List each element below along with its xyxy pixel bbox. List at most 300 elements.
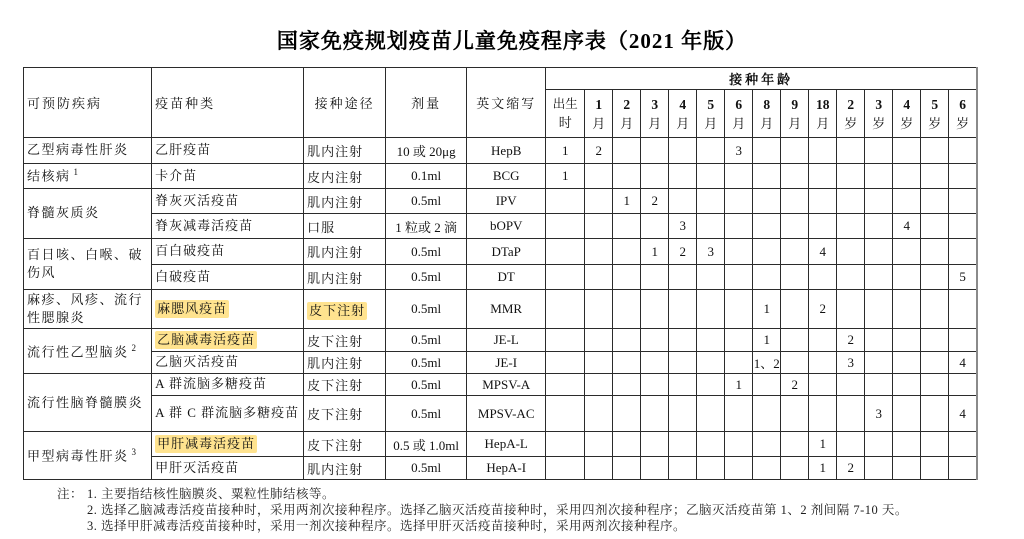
dose-cell: 0.5ml [386, 189, 467, 214]
dose-number-cell [893, 138, 921, 164]
dose-number-cell [585, 265, 613, 290]
dose-number-cell [781, 265, 809, 290]
dose-cell: 0.1ml [386, 164, 467, 189]
dose-number-cell: 1、2 [753, 352, 781, 374]
dose-number-cell: 2 [837, 457, 865, 480]
dose-number-cell [837, 239, 865, 265]
dose-cell: 0.5ml [386, 290, 467, 329]
abbreviation-cell: JE-L [467, 329, 546, 352]
age-unit: 月 [592, 115, 606, 131]
dose-number-cell [613, 290, 641, 329]
dose-number-cell [865, 265, 893, 290]
table-header [24, 68, 978, 138]
vaccine-cell [152, 214, 304, 239]
age-unit: 月 [732, 115, 746, 131]
age-column-header [865, 90, 893, 138]
route-name: 口服 [307, 219, 336, 235]
age-value: 5 [931, 96, 939, 112]
dose-number-cell [613, 457, 641, 480]
dose-number-cell [725, 352, 753, 374]
dose-number-cell [949, 189, 977, 214]
dose-number-cell [613, 374, 641, 396]
abbreviation-cell: HepA-L [467, 432, 546, 457]
footnote-line [57, 486, 1024, 502]
dose-number-cell [893, 396, 921, 432]
dose-number-cell [725, 164, 753, 189]
dose-number-cell [921, 374, 949, 396]
dose-number-cell [865, 329, 893, 352]
age-group-header: 接种年龄 [546, 68, 977, 90]
dose-number-cell [753, 138, 781, 164]
abbreviation-cell: JE-I [467, 352, 546, 374]
dose-number-cell [753, 214, 781, 239]
dose-number-cell [585, 396, 613, 432]
dose-number-cell [921, 290, 949, 329]
age-value: 3 [651, 96, 659, 112]
dose-number-cell [613, 164, 641, 189]
dose-number-cell [613, 432, 641, 457]
dose-number-cell [865, 374, 893, 396]
vaccine-row [24, 265, 978, 290]
vaccine-row [24, 432, 978, 457]
dose-number-cell [697, 432, 725, 457]
vaccine-cell [152, 265, 304, 290]
dose-number-cell [893, 374, 921, 396]
abbreviation-cell: MPSV-A [467, 374, 546, 396]
dose-number-cell [585, 374, 613, 396]
disease-name: 麻疹、风疹、流行性腮腺炎 [27, 292, 144, 326]
dose-number-cell [949, 239, 977, 265]
age-unit: 时 [558, 115, 572, 131]
age-unit: 月 [704, 115, 718, 131]
dose-number-cell [585, 329, 613, 352]
route-cell [304, 265, 386, 290]
route-cell [304, 290, 386, 329]
vaccine-cell [152, 164, 304, 189]
dose-number-cell [725, 214, 753, 239]
column-header-1: 疫苗种类 [152, 68, 304, 138]
disease-name: 脊髓灰质炎 [27, 205, 100, 221]
dose-number-cell [585, 214, 613, 239]
age-column-header [837, 90, 865, 138]
age-value: 6 [735, 96, 743, 112]
dose-number-cell: 2 [585, 138, 613, 164]
route-name: 皮下注射 [307, 437, 364, 453]
route-cell [304, 214, 386, 239]
dose-number-cell [753, 164, 781, 189]
dose-number-cell [949, 457, 977, 480]
dose-number-cell: 3 [725, 138, 753, 164]
disease-name: 流行性脑脊髓膜炎 [27, 394, 144, 410]
dose-number-cell [781, 239, 809, 265]
dose-number-cell [669, 189, 697, 214]
vaccine-cell [152, 374, 304, 396]
disease-cell [24, 138, 152, 164]
footnote-line [57, 518, 1024, 534]
dose-number-cell [921, 352, 949, 374]
dose-number-cell: 3 [669, 214, 697, 239]
dose-number-cell [613, 239, 641, 265]
dose-number-cell [865, 164, 893, 189]
route-cell [304, 352, 386, 374]
dose-number-cell [809, 396, 837, 432]
dose-number-cell [546, 329, 585, 352]
disease-name: 甲型病毒性肝炎 [27, 448, 129, 464]
footnote-indent [57, 502, 87, 518]
route-cell [304, 432, 386, 457]
dose-number-cell [781, 457, 809, 480]
abbreviation-cell: MPSV-AC [467, 396, 546, 432]
dose-number-cell [585, 457, 613, 480]
age-value: 2 [847, 96, 855, 112]
dose-number-cell [921, 239, 949, 265]
abbreviation-cell: bOPV [467, 214, 546, 239]
column-header-3: 剂量 [386, 68, 467, 138]
dose-number-cell [921, 265, 949, 290]
dose-number-cell [893, 432, 921, 457]
vaccine-name: 乙肝疫苗 [155, 142, 212, 158]
dose-number-cell [949, 374, 977, 396]
vaccine-name: 脊灰灭活疫苗 [155, 192, 240, 208]
dose-number-cell: 2 [781, 374, 809, 396]
dose-number-cell [753, 374, 781, 396]
dose-number-cell [781, 138, 809, 164]
disease-cell [24, 329, 152, 374]
age-column-header [546, 90, 585, 138]
age-column-header [781, 90, 809, 138]
age-value: 4 [903, 96, 911, 112]
dose-number-cell [697, 290, 725, 329]
dose-number-cell [585, 352, 613, 374]
route-name: 肌内注射 [307, 194, 364, 210]
vaccine-row [24, 374, 978, 396]
dose-number-cell [781, 352, 809, 374]
age-unit: 月 [788, 115, 802, 131]
dose-number-cell: 4 [949, 396, 977, 432]
dose-number-cell [865, 138, 893, 164]
age-unit: 岁 [928, 115, 942, 131]
dose-number-cell [585, 432, 613, 457]
dose-number-cell [669, 457, 697, 480]
dose-number-cell [641, 457, 669, 480]
dose-number-cell [697, 189, 725, 214]
dose-number-cell [546, 374, 585, 396]
dose-number-cell [546, 265, 585, 290]
dose-number-cell [809, 329, 837, 352]
dose-number-cell [753, 265, 781, 290]
vaccine-cell [152, 290, 304, 329]
vaccine-name: A 群 C 群流脑多糖疫苗 [155, 405, 300, 421]
dose-number-cell [949, 214, 977, 239]
abbreviation-cell: IPV [467, 189, 546, 214]
dose-number-cell [641, 432, 669, 457]
route-cell [304, 329, 386, 352]
dose-number-cell [781, 396, 809, 432]
dose-cell: 0.5ml [386, 265, 467, 290]
dose-number-cell [949, 164, 977, 189]
route-name: 皮内注射 [307, 169, 364, 185]
dose-number-cell [809, 265, 837, 290]
dose-number-cell [753, 189, 781, 214]
dose-number-cell: 1 [725, 374, 753, 396]
age-value: 3 [875, 96, 883, 112]
footnote-prefix: 注： [57, 487, 84, 502]
route-cell [304, 239, 386, 265]
dose-number-cell [697, 352, 725, 374]
age-column-header [697, 90, 725, 138]
dose-number-cell [546, 432, 585, 457]
route-cell [304, 396, 386, 432]
disease-cell [24, 239, 152, 290]
disease-name: 百日咳、白喉、破伤风 [27, 246, 144, 280]
route-name: 皮下注射 [309, 302, 366, 318]
dose-number-cell [949, 138, 977, 164]
age-unit: 月 [676, 115, 690, 131]
age-value: 5 [707, 96, 715, 112]
dose-number-cell [781, 214, 809, 239]
vaccine-cell [152, 138, 304, 164]
vaccine-cell [152, 457, 304, 480]
dose-number-cell [697, 374, 725, 396]
disease-name: 乙型病毒性肝炎 [27, 142, 129, 158]
dose-number-cell [641, 138, 669, 164]
dose-number-cell [837, 290, 865, 329]
dose-number-cell [865, 352, 893, 374]
dose-number-cell [893, 265, 921, 290]
dose-number-cell: 1 [641, 239, 669, 265]
vaccine-row [24, 352, 978, 374]
footnote-text: 3. 选择甲肝减毒活疫苗接种时，采用一剂次接种程序。选择甲肝灭活疫苗接种时，采用两剂次接种程序。 [87, 519, 687, 534]
age-value: 9 [791, 96, 799, 112]
dose-number-cell [613, 329, 641, 352]
dose-number-cell [669, 164, 697, 189]
dose-number-cell [865, 457, 893, 480]
dose-number-cell [921, 329, 949, 352]
dose-cell: 10 或 20μg [386, 138, 467, 164]
dose-number-cell [893, 164, 921, 189]
dose-number-cell [753, 432, 781, 457]
dose-number-cell [921, 432, 949, 457]
age-value: 出生 [552, 97, 578, 112]
footnote-ref: 1 [73, 167, 80, 178]
footnote-ref: 2 [131, 342, 138, 353]
dose-number-cell: 4 [809, 239, 837, 265]
dose-number-cell: 2 [809, 290, 837, 329]
age-value: 1 [595, 96, 603, 112]
dose-number-cell: 3 [697, 239, 725, 265]
vaccine-name: 乙脑灭活疫苗 [155, 354, 240, 370]
dose-number-cell [809, 164, 837, 189]
vaccine-row [24, 138, 978, 164]
vaccine-row [24, 214, 978, 239]
dose-number-cell [546, 239, 585, 265]
dose-number-cell: 3 [837, 352, 865, 374]
disease-cell [24, 432, 152, 480]
dose-number-cell: 4 [949, 352, 977, 374]
footnotes [57, 486, 1024, 534]
dose-number-cell: 2 [837, 329, 865, 352]
abbreviation-cell: HepB [467, 138, 546, 164]
dose-number-cell [921, 138, 949, 164]
route-cell [304, 374, 386, 396]
dose-number-cell: 2 [669, 239, 697, 265]
dose-number-cell [893, 290, 921, 329]
disease-cell [24, 290, 152, 329]
dose-number-cell [753, 396, 781, 432]
dose-number-cell [546, 396, 585, 432]
dose-number-cell [546, 457, 585, 480]
dose-number-cell [921, 457, 949, 480]
route-name: 肌内注射 [307, 245, 364, 260]
header-row-top [24, 68, 978, 90]
dose-number-cell [697, 138, 725, 164]
age-unit: 岁 [872, 115, 886, 131]
dose-number-cell [585, 290, 613, 329]
route-name: 肌内注射 [307, 144, 364, 159]
footnote-text: 1. 主要指结核性脑膜炎、粟粒性肺结核等。 [87, 487, 336, 502]
dose-number-cell [837, 189, 865, 214]
dose-number-cell [865, 189, 893, 214]
dose-number-cell [725, 432, 753, 457]
dose-number-cell [641, 265, 669, 290]
age-column-header [753, 90, 781, 138]
dose-number-cell [725, 457, 753, 480]
dose-number-cell [893, 189, 921, 214]
dose-number-cell [753, 239, 781, 265]
dose-number-cell: 1 [809, 457, 837, 480]
route-name: 皮下注射 [307, 407, 364, 423]
dose-cell: 0.5ml [386, 239, 467, 265]
dose-number-cell [641, 374, 669, 396]
dose-number-cell [641, 396, 669, 432]
dose-number-cell [697, 164, 725, 189]
column-header-2: 接种途径 [304, 68, 386, 138]
dose-number-cell [781, 329, 809, 352]
route-cell [304, 164, 386, 189]
dose-number-cell: 1 [613, 189, 641, 214]
vaccine-name: 卡介苗 [155, 167, 198, 183]
vaccine-row [24, 189, 978, 214]
dose-number-cell [781, 189, 809, 214]
dose-number-cell [809, 138, 837, 164]
dose-number-cell [613, 265, 641, 290]
age-value: 8 [763, 96, 771, 112]
dose-number-cell [865, 432, 893, 457]
dose-number-cell [641, 352, 669, 374]
dose-number-cell: 4 [893, 214, 921, 239]
dose-number-cell [921, 189, 949, 214]
dose-number-cell [837, 374, 865, 396]
dose-number-cell [697, 396, 725, 432]
age-unit: 岁 [844, 115, 858, 131]
vaccine-cell [152, 189, 304, 214]
page-title: 国家免疫规划疫苗儿童免疫程序表（2021 年版） [276, 29, 748, 53]
route-cell [304, 138, 386, 164]
dose-number-cell [893, 239, 921, 265]
dose-number-cell [585, 164, 613, 189]
dose-number-cell [725, 239, 753, 265]
column-header-0: 可预防疾病 [24, 68, 152, 138]
dose-number-cell [809, 214, 837, 239]
age-column-header [585, 90, 613, 138]
dose-number-cell [921, 214, 949, 239]
dose-cell: 0.5ml [386, 374, 467, 396]
age-column-header [893, 90, 921, 138]
dose-number-cell: 1 [809, 432, 837, 457]
dose-number-cell [546, 189, 585, 214]
vaccine-cell [152, 396, 304, 432]
dose-number-cell [837, 164, 865, 189]
age-column-header [613, 90, 641, 138]
dose-number-cell [669, 138, 697, 164]
dose-cell: 0.5ml [386, 352, 467, 374]
vaccine-cell [152, 239, 304, 265]
vaccine-name: 脊灰减毒活疫苗 [155, 217, 254, 233]
dose-number-cell [865, 214, 893, 239]
dose-number-cell [809, 352, 837, 374]
route-name: 肌内注射 [307, 356, 364, 372]
dose-number-cell [921, 396, 949, 432]
dose-number-cell: 1 [753, 290, 781, 329]
vaccine-name: 白破疫苗 [155, 268, 212, 284]
dose-number-cell [546, 352, 585, 374]
route-cell [304, 457, 386, 480]
age-unit: 岁 [956, 115, 970, 131]
dose-number-cell [641, 164, 669, 189]
route-name: 皮下注射 [307, 378, 364, 394]
age-column-header [809, 90, 837, 138]
dose-number-cell [781, 290, 809, 329]
dose-number-cell [837, 265, 865, 290]
vaccine-name: 百白破疫苗 [155, 243, 226, 259]
vaccine-cell [152, 352, 304, 374]
disease-cell [24, 164, 152, 189]
disease-name: 结核病 [27, 168, 71, 184]
dose-cell: 0.5ml [386, 396, 467, 432]
dose-number-cell [613, 396, 641, 432]
footnote-indent [57, 518, 87, 534]
dose-number-cell [546, 214, 585, 239]
dose-number-cell: 5 [949, 265, 977, 290]
footnote-line [57, 502, 1024, 518]
abbreviation-cell: MMR [467, 290, 546, 329]
vaccine-row [24, 290, 978, 329]
route-name: 肌内注射 [307, 461, 364, 477]
vaccine-name: 麻腮风疫苗 [157, 300, 228, 316]
dose-number-cell [949, 432, 977, 457]
vaccine-row [24, 457, 978, 480]
dose-number-cell: 2 [641, 189, 669, 214]
dose-number-cell [697, 329, 725, 352]
age-unit: 月 [816, 115, 830, 131]
table-body [24, 138, 978, 480]
dose-number-cell [669, 265, 697, 290]
abbreviation-cell: DT [467, 265, 546, 290]
dose-number-cell [837, 138, 865, 164]
dose-cell: 1 粒或 2 滴 [386, 214, 467, 239]
dose-number-cell [697, 214, 725, 239]
age-unit: 岁 [900, 115, 914, 131]
dose-number-cell [669, 290, 697, 329]
dose-number-cell: 1 [546, 164, 585, 189]
footnote-text: 2. 选择乙脑减毒活疫苗接种时，采用两剂次接种程序。选择乙脑灭活疫苗接种时，采用四剂次接种程序；乙脑灭活疫苗第 1、2 剂间隔 7-10 天。 [87, 503, 908, 518]
dose-number-cell [585, 189, 613, 214]
dose-number-cell [669, 374, 697, 396]
dose-number-cell [837, 396, 865, 432]
dose-number-cell [546, 290, 585, 329]
dose-number-cell [669, 396, 697, 432]
vaccine-row [24, 239, 978, 265]
